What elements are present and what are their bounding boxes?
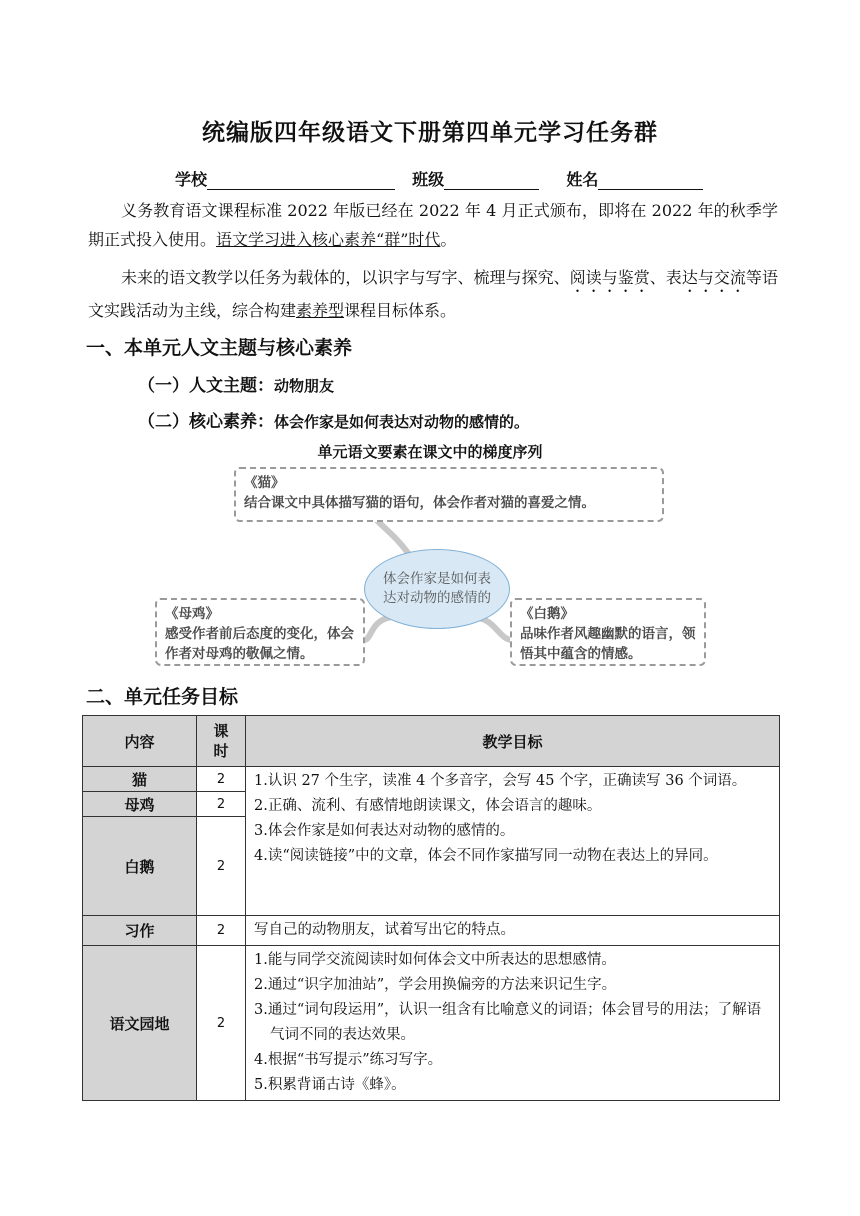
row-content: 习作	[83, 916, 197, 946]
diagram-caption: 单元语文要素在课文中的梯度序列	[317, 443, 543, 461]
table-header-row	[83, 716, 780, 767]
header-goals: 教学目标	[246, 716, 780, 767]
goal-item: 3.通过“词句段运用”，认识一组含有比喻意义的词语；体会冒号的用法；了解语气词不同的表达效果。	[254, 1002, 762, 1043]
school-label: 学校	[175, 170, 208, 189]
task-goals-table	[82, 715, 780, 1101]
goal-item: 4.读“阅读链接”中的文章，体会不同作家描写同一动物在表达上的异同。	[254, 848, 718, 864]
core-value: 体会作家是如何表达对动物的感情的。	[274, 413, 530, 431]
header-content: 内容	[83, 716, 197, 767]
core-label: （二）核心素养：	[138, 412, 274, 432]
theme-value: 动物朋友	[274, 377, 335, 395]
table-row	[83, 946, 780, 1101]
row-hours: 2	[197, 792, 246, 817]
intro-paragraph-2: 未来的语文教学以任务为载体的，以识字与写字、梳理与探究、阅读与鉴赏、表达与交流等语文实践活动为主线，综合构建素养型课程目标体系。	[88, 268, 778, 320]
goal-item: 1.能与同学交流阅读时如何体会文中所表达的思想感情。	[254, 952, 616, 968]
row-hours: 2	[197, 767, 246, 792]
hen-title: 《母鸡》	[165, 606, 219, 622]
core-literacy-era-text: 语文学习进入核心素养“群”时代	[216, 230, 441, 249]
name-label: 姓名	[566, 170, 599, 189]
goals-cell-writing: 写自己的动物朋友，试着写出它的特点。	[246, 916, 780, 946]
goal-item: 4.根据“书写提示”练习写字。	[254, 1052, 443, 1068]
diagram-box-hen	[155, 598, 365, 666]
row-hours: 2	[197, 946, 246, 1101]
class-label: 班级	[412, 170, 445, 189]
goose-title: 《白鹅》	[520, 606, 574, 622]
diagram-box-goose	[510, 598, 706, 666]
goals-cell-lessons	[246, 767, 780, 916]
page-title: 统编版四年级语文下册第四单元学习任务群	[202, 120, 658, 146]
row-content: 母鸡	[83, 792, 197, 817]
emphasis-reading: 阅读与鉴赏	[569, 268, 650, 287]
emphasis-expression: 达与交流	[681, 268, 746, 287]
cat-title: 《猫》	[244, 475, 285, 491]
row-content: 白鹅	[83, 817, 197, 916]
row-hours: 2	[197, 916, 246, 946]
section-heading-2: 二、单元任务目标	[86, 686, 239, 708]
row-content: 猫	[83, 767, 197, 792]
header-hours: 课时	[197, 716, 246, 767]
theme-label: （一）人文主题：	[138, 376, 274, 396]
literacy-type-text: 素养型	[296, 301, 345, 320]
intro-paragraph-1: 义务教育语文课程标准 2022 年版已经在 2022 年 4 月正式颁布，即将在 2022 年的秋季学期正式投入使用。语文学习进入核心素养“群”时代。	[88, 201, 778, 249]
hen-text: 感受作者前后态度的变化，体会作者对母鸡的敬佩之情。	[165, 626, 354, 662]
table-row	[83, 916, 780, 946]
goal-item: 2.正确、流利、有感情地朗读课文，体会语言的趣味。	[254, 798, 602, 814]
row-hours: 2	[197, 817, 246, 916]
diagram-center: 体会作家是如何表达对动物的感情的	[364, 549, 510, 629]
row-content: 语文园地	[83, 946, 197, 1101]
goal-item: 5.积累背诵古诗《蜂》。	[254, 1077, 406, 1093]
goose-text: 品味作者风趣幽默的语言，领悟其中蕴含的情感。	[520, 626, 696, 662]
diagram-box-cat	[234, 467, 664, 522]
section-heading-1: 一、本单元人文主题与核心素养	[86, 337, 353, 359]
goal-item: 2.通过“识字加油站”，学会用换偏旁的方法来识记生字。	[254, 977, 617, 993]
goal-item: 1.认识 27 个生字，读准 4 个多音字，会写 45 个字，正确读写 36 个词语。	[254, 773, 747, 789]
table-row	[83, 767, 780, 792]
goals-cell-garden	[246, 946, 780, 1101]
cat-text: 结合课文中具体描写猫的语句，体会作者对猫的喜爱之情。	[244, 495, 595, 511]
goal-item: 3.体会作家是如何表达对动物的感情的。	[254, 823, 515, 839]
